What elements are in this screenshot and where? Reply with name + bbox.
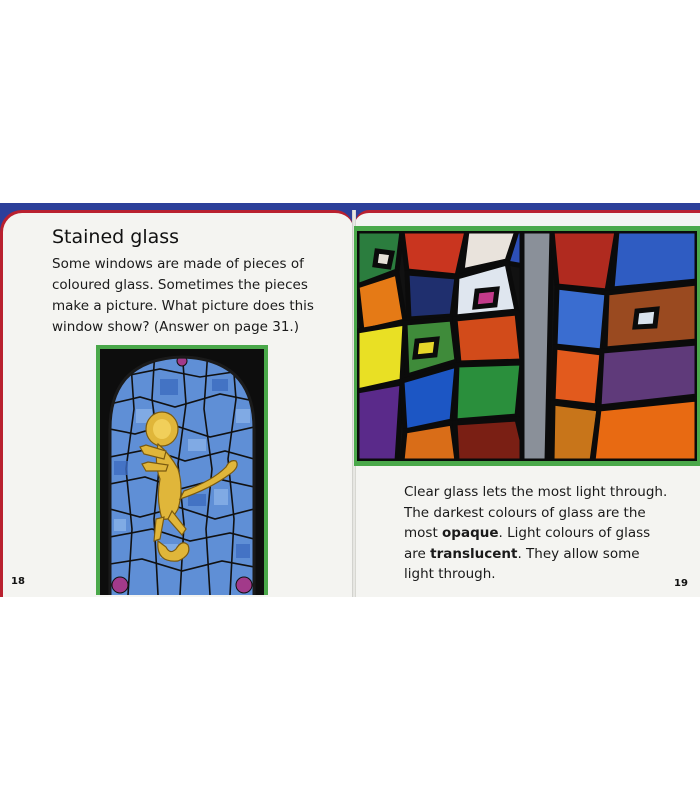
body-paragraph: [404, 482, 694, 585]
intro-line: make a picture. What picture does this: [52, 298, 314, 314]
body-text-segment: are: [404, 545, 431, 562]
body-line: Clear glass lets the most light through.: [404, 484, 668, 500]
page-number-left: 18: [11, 576, 25, 587]
body-text-segment: . They allow some: [517, 545, 640, 562]
intro-line: window show? (Answer on page 31.): [52, 319, 299, 335]
page-number-right: 19: [674, 578, 688, 589]
glass-photo-svg: [357, 231, 697, 461]
photo-inner: [357, 231, 697, 461]
body-line: The darkest colours of glass are the: [404, 504, 646, 521]
keyword-translucent: translucent: [430, 545, 518, 562]
stained-glass-window-illustration: [96, 345, 268, 595]
body-line: [404, 523, 694, 544]
body-line: light through.: [404, 566, 496, 582]
body-line: [404, 544, 694, 565]
lion-window-svg: [100, 349, 264, 595]
body-text-segment: most: [404, 525, 443, 541]
intro-line: Some windows are made of pieces of: [52, 256, 304, 272]
window-inner: [100, 349, 264, 595]
stained-glass-photo: [354, 226, 700, 466]
body-text-segment: . Light colours of glass: [498, 525, 651, 541]
page-title: Stained glass: [52, 226, 180, 248]
keyword-opaque: opaque: [442, 525, 499, 541]
intro-paragraph: [52, 254, 337, 338]
intro-line: coloured glass. Sometimes the pieces: [52, 277, 308, 293]
